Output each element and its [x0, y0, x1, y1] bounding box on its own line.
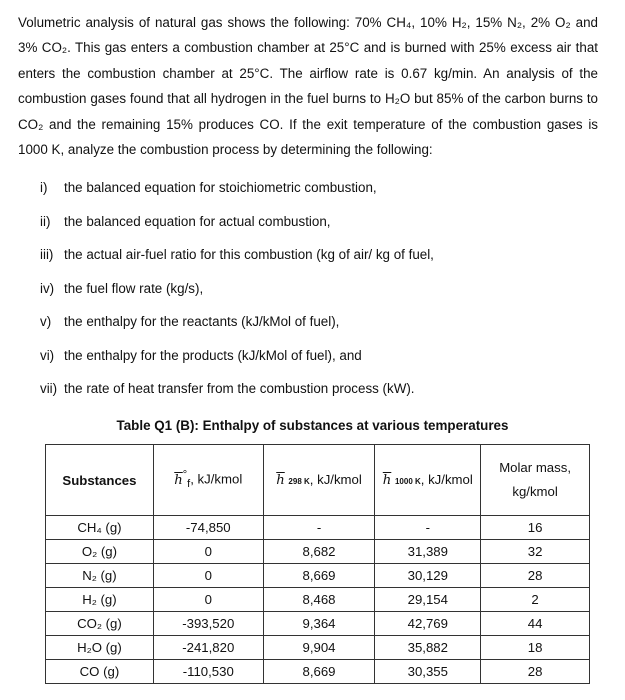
question-text: the balanced equation for actual combustion, [64, 213, 331, 229]
cell-h298: 8,468 [263, 588, 375, 612]
question-text: the enthalpy for the reactants (kJ/kMol of fuel), [64, 314, 340, 329]
question-item [40, 212, 600, 246]
cell-h1000: 42,769 [375, 612, 481, 636]
header-formation-enthalpy [153, 445, 263, 516]
hf-unit: , kJ/kmol [190, 471, 243, 487]
cell-h1000: 35,882 [375, 636, 481, 660]
question-number: ii) [40, 213, 51, 229]
hf-symbol: $\overline{h}$ [174, 472, 183, 488]
cell-h298: 8,682 [263, 540, 375, 564]
question-number: iv) [40, 280, 55, 296]
table-row [46, 588, 590, 612]
question-number: i) [40, 180, 48, 195]
cell-h1000: - [375, 516, 481, 540]
cell-molar-mass: 2 [481, 588, 590, 612]
question-text: the enthalpy for the products (kJ/kMol of fuel), and [64, 347, 362, 363]
hf-superscript: ° [182, 469, 188, 482]
cell-h1000: 30,355 [375, 660, 481, 684]
question-item [40, 379, 600, 413]
question-item [40, 346, 600, 380]
question-item [40, 279, 600, 313]
cell-hf: -241,820 [153, 636, 263, 660]
cell-h298: - [263, 516, 375, 540]
cell-h1000: 31,389 [375, 540, 481, 564]
cell-substance: H₂O (g) [46, 636, 154, 660]
h1000-unit: , kJ/kmol [420, 472, 473, 487]
cell-hf: 0 [153, 564, 263, 588]
h1000-symbol: $\overline{h}$ [382, 473, 392, 488]
h298-symbol: $\overline{h}$ [276, 473, 285, 488]
cell-molar-mass: 18 [481, 636, 590, 660]
table-row [46, 660, 590, 684]
question-number: vii) [40, 381, 58, 396]
cell-h298: 9,904 [263, 636, 375, 660]
table-row [46, 516, 590, 540]
question-number: iii) [40, 247, 54, 262]
cell-h1000: 30,129 [375, 564, 481, 588]
table-row [46, 612, 590, 636]
header-h298 [263, 445, 375, 516]
molar-mass-label: Molar mass, [499, 460, 571, 475]
problem-statement: Volumetric analysis of natural gas shows the following: 70% CH₄, 10% H₂, 15% N₂, 2% O₂ and 3% CO₂. This gas enters a combustion chamber at 25°C and is burned with 25% excess air that enters the combustion chamber at 25°C. The airflow rate is 0.67 kg/min. An analysis of the combustion gases found that all hydrogen in the fuel burns to H₂O but 85% of the carbon burns to CO₂ and the remaining 15% produces CO. If the exit temperature of the combustion gases is 1000 K, analyze the combustion process by determining the following: [18, 15, 598, 158]
question-number: vi) [40, 347, 55, 363]
question-number: v) [40, 314, 52, 329]
cell-hf: -393,520 [153, 612, 263, 636]
h298-subscript: 298 K [288, 477, 310, 486]
cell-hf: -110,530 [153, 660, 263, 684]
table-caption: Table Q1 (B): Enthalpy of substances at various temperatures [116, 418, 509, 433]
cell-substance: O₂ (g) [46, 540, 154, 564]
enthalpy-table [45, 444, 590, 684]
question-item [40, 245, 600, 279]
cell-hf: 0 [153, 540, 263, 564]
cell-substance: N₂ (g) [46, 564, 154, 588]
cell-h298: 9,364 [263, 612, 375, 636]
question-text: the fuel flow rate (kg/s), [64, 280, 204, 296]
table-row [46, 564, 590, 588]
cell-molar-mass: 28 [481, 660, 590, 684]
h1000-subscript: 1000 K [394, 477, 421, 486]
cell-hf: 0 [153, 588, 263, 612]
cell-h1000: 29,154 [375, 588, 481, 612]
table-row [46, 636, 590, 660]
h298-unit: , kJ/kmol [309, 472, 362, 487]
table-row [46, 540, 590, 564]
cell-h298: 8,669 [263, 564, 375, 588]
cell-substance: H₂ (g) [46, 588, 154, 612]
header-h1000 [375, 445, 481, 516]
question-text: the balanced equation for stoichiometric combustion, [64, 180, 377, 195]
question-list [40, 178, 600, 413]
hf-subscript: f [187, 478, 191, 491]
question-text: the rate of heat transfer from the combustion process (kW). [64, 381, 415, 396]
molar-mass-unit: kg/kmol [512, 484, 558, 499]
header-substances: Substances [46, 445, 154, 516]
question-item [40, 178, 600, 212]
cell-molar-mass: 44 [481, 612, 590, 636]
cell-substance: CH₄ (g) [46, 516, 154, 540]
header-molar-mass [481, 445, 590, 516]
question-item [40, 312, 600, 346]
cell-molar-mass: 32 [481, 540, 590, 564]
cell-substance: CO₂ (g) [46, 612, 154, 636]
question-text: the actual air-fuel ratio for this combustion (kg of air/ kg of fuel, [64, 247, 434, 262]
cell-molar-mass: 16 [481, 516, 590, 540]
cell-molar-mass: 28 [481, 564, 590, 588]
cell-hf: -74,850 [153, 516, 263, 540]
cell-h298: 8,669 [263, 660, 375, 684]
table-header-row [46, 445, 590, 516]
cell-substance: CO (g) [46, 660, 154, 684]
